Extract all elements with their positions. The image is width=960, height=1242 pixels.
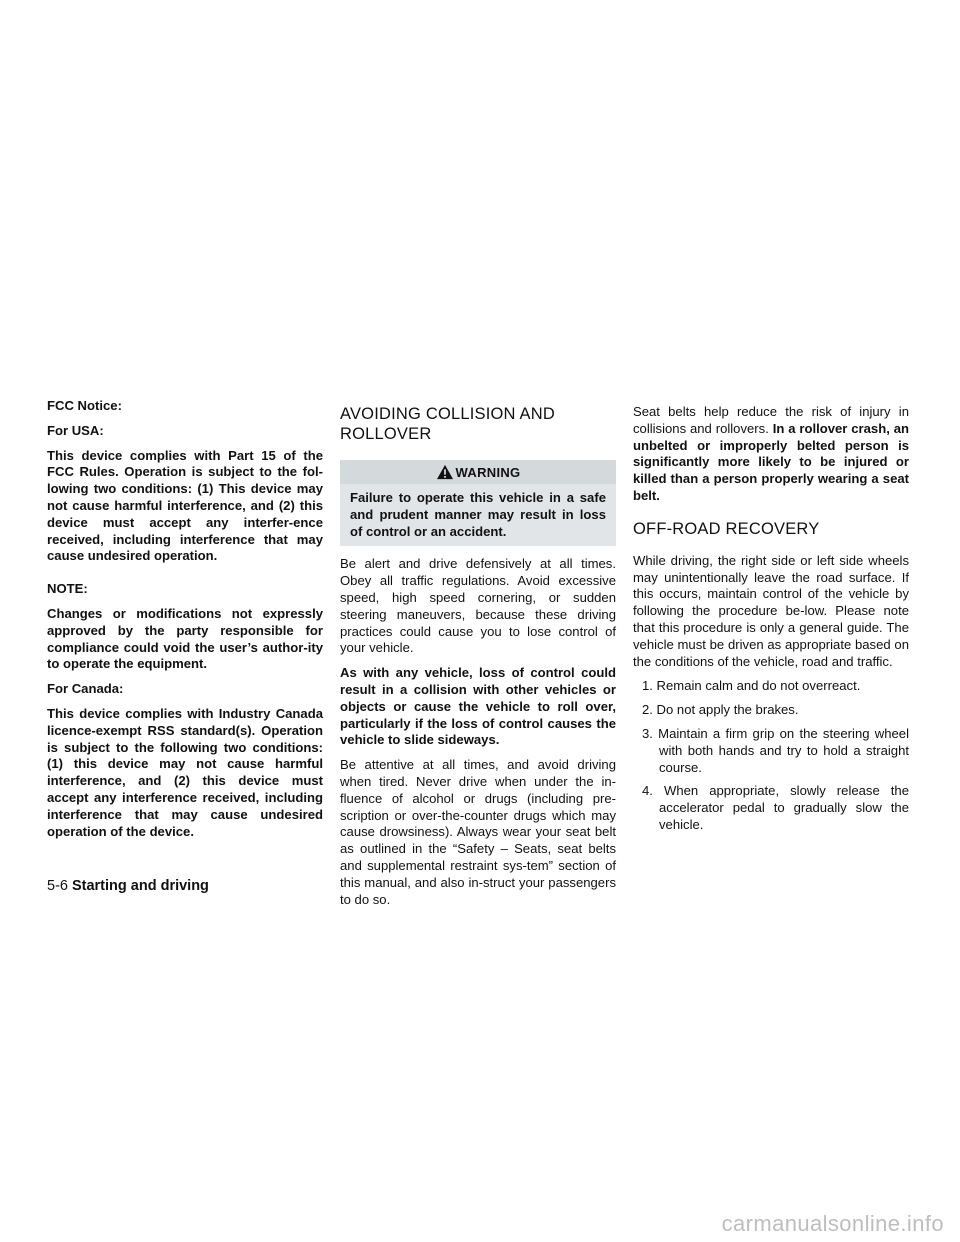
recovery-column xyxy=(633,404,909,841)
watermark: carmanualsonline.info xyxy=(721,1211,944,1236)
list-item: 1. Remain calm and do not overreact. xyxy=(642,678,861,694)
be-attentive-paragraph: Be attentive at all times, and avoid driving when tired. Never drive when under the in-fluence of alcohol or drugs (including pre-scription or over-the-counter drugs which may cause drowsiness). Always wear your seat belt as outlined in the “Safety – Seats, seat belts and supplemental restraint sys-tem” section of this manual, and also in-struct your passengers to do so. xyxy=(340,757,616,907)
list-item: 2. Do not apply the brakes. xyxy=(642,702,799,718)
list-item: 3. Maintain a firm grip on the steering wheel with both hands and try to hold a straight course. xyxy=(642,725,909,775)
usa-statement: This device complies with Part 15 of the FCC Rules. Operation is subject to the fol-lowing two conditions: (1) This device may not cause harmful interference, and (2) this device must accept any interfer-ence received, including interference that may cause undesired operation. xyxy=(47,447,323,564)
for-canada-heading: For Canada: xyxy=(47,681,124,697)
loss-of-control-paragraph: As with any vehicle, loss of control could result in a collision with other vehicles or objects or cause the vehicle to roll over, particularly if the loss of control causes the vehicle to slide sideways. xyxy=(340,665,616,748)
warning-triangle-icon xyxy=(436,464,454,480)
note-statement: Changes or modifications not expressly approved by the party responsible for compliance could void the user’s author-ity to operate the equipment. xyxy=(47,605,323,672)
avoiding-collision-heading: AVOIDING COLLISION AND ROLLOVER xyxy=(340,405,555,443)
warning-label: WARNING xyxy=(455,464,521,480)
warning-box xyxy=(340,460,616,546)
note-heading: NOTE: xyxy=(47,581,88,597)
off-road-paragraph: While driving, the right side or left side wheels may unintentionally leave the road surface. If this occurs, maintain control of the vehicle by following the procedure be-low. Please note that this procedure is only a general guide. The vehicle must be driven as appropriate based on the conditions of the vehicle, road and traffic. xyxy=(633,552,909,669)
page-footer xyxy=(47,877,209,895)
fcc-notice-heading: FCC Notice: xyxy=(47,398,122,413)
recovery-steps xyxy=(633,678,909,833)
warning-text: Failure to operate this vehicle in a safe and prudent manner may result in loss of control or an accident. xyxy=(350,490,606,539)
list-item: 4. When appropriate, slowly release the accelerator pedal to gradually slow the vehicle. xyxy=(642,783,909,832)
drive-defensively-paragraph: Be alert and drive defensively at all times. Obey all traffic regulations. Avoid excessive speed, high speed cornering, or sudden steering maneuvers, because these driving practices could cause you to lose control of your vehicle. xyxy=(340,556,616,656)
seat-belt-paragraph xyxy=(633,404,909,505)
off-road-recovery-heading: OFF-ROAD RECOVERY xyxy=(633,519,820,538)
section-title: Starting and driving xyxy=(71,878,209,894)
seat-belt-regular-text: Seat belts help reduce the risk of injury in collisions and rollovers. xyxy=(633,404,909,436)
fcc-column xyxy=(47,398,323,848)
warning-header xyxy=(340,460,616,484)
collision-column xyxy=(340,404,616,916)
for-usa-heading: For USA: xyxy=(47,422,104,438)
canada-statement: This device complies with Industry Canada licence-exempt RSS standard(s). Operation is subject to the following two conditions: (1) this device may not cause harmful interference, and (2) this device must accept any interference received, including interference that may cause undesired operation of the device. xyxy=(47,705,323,839)
page-number: 5-6 xyxy=(47,878,68,894)
seat-belt-bold-text: In a rollover crash, an unbelted or improperly belted person is significantly more likely to be injured or killed than a person properly wearing a seat belt. xyxy=(633,420,909,503)
